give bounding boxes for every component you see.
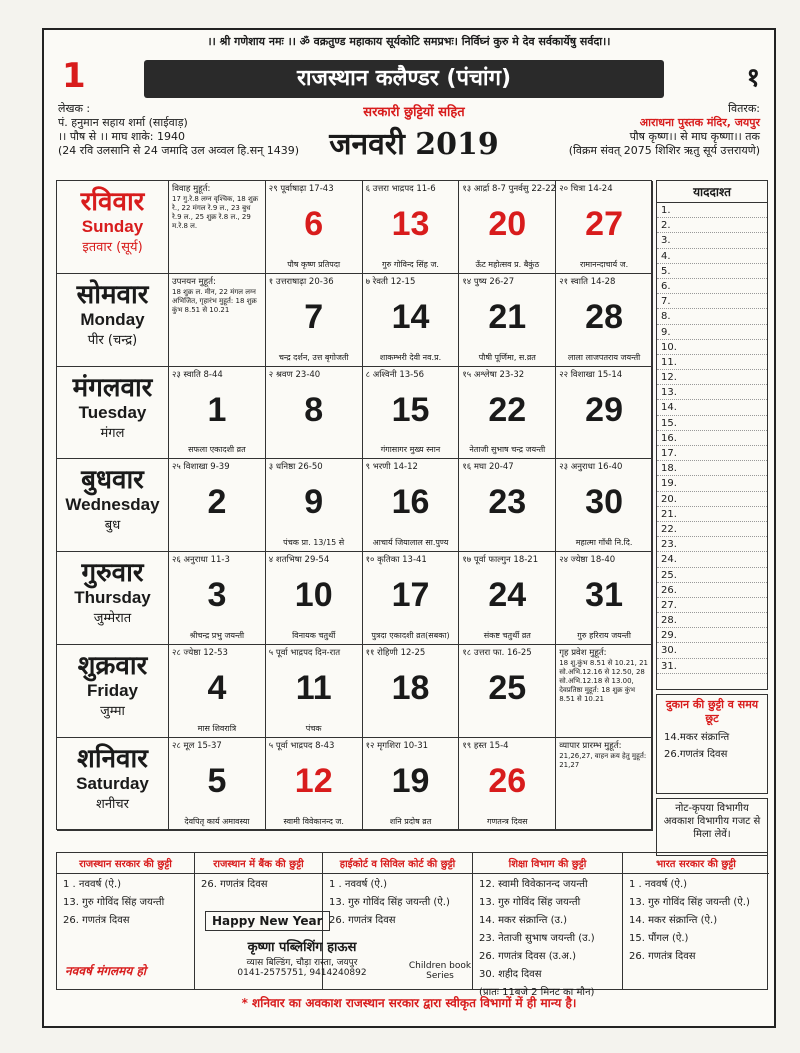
day-name-english: Friday — [86, 681, 139, 700]
day-name-hindi: बुधवार — [81, 465, 144, 496]
memo-line[interactable]: 24. — [657, 552, 767, 567]
tithi-text: ७ रेवती 12-15 — [365, 276, 416, 287]
page-number-right: १ — [746, 63, 760, 93]
festival-note: देवपितृ कार्य अमावस्या — [184, 816, 250, 826]
festival-note: श्रीचन्द्र प्रभु जयन्ती — [189, 630, 245, 640]
tithi-text: उपनयन मुहूर्त: — [172, 276, 216, 287]
tithi-text: ५ पूर्वा भाद्रपद 8-43 — [268, 740, 335, 751]
festival-note: शाकम्भरी देवी नव.प्र. — [379, 352, 442, 362]
date-number: 10 — [294, 576, 333, 615]
date-number: 4 — [207, 669, 227, 707]
calendar-row — [57, 274, 653, 367]
muhurat-text: 21,26,27, वाहन क्रय हेतु मुहूर्त: 21,27 — [559, 751, 647, 769]
holiday-item: 12. स्वामी विवेकानन्द जयन्ती — [479, 879, 588, 890]
happy-new-year-badge: Happy New Year — [205, 911, 330, 931]
month-block — [314, 102, 514, 163]
date-number: 20 — [488, 205, 527, 243]
day-name-english: Sunday — [81, 217, 144, 236]
holiday-item: 26. गणतंत्र दिवस — [63, 915, 130, 926]
month-title: जनवरी 2019 — [329, 127, 499, 162]
memo-column — [656, 180, 768, 690]
holiday-lists — [56, 852, 768, 998]
tithi-text: १६ मघा 20-47 — [462, 462, 514, 473]
date-number: 19 — [391, 761, 430, 800]
calendar-row — [57, 367, 653, 460]
festival-note: गुरु गोविन्द सिंह ज. — [382, 259, 439, 269]
shop-holiday-item: 26.गणतंत्र दिवस — [664, 749, 728, 760]
date-number: 26 — [488, 761, 527, 800]
holiday-item: 15. पौंगल (ऐ.) — [629, 933, 689, 944]
day-name-cell — [57, 738, 169, 830]
date-cell[interactable] — [363, 738, 460, 830]
memo-line[interactable]: 8. — [657, 309, 767, 324]
holiday-item: 23. नेताजी सुभाष जयन्ती (उ.) — [479, 933, 595, 944]
tithi-text: १३ आर्द्रा 8-7 पुनर्वसु 22-22 — [462, 184, 557, 194]
date-number: 6 — [304, 205, 324, 243]
distributor-block — [569, 102, 760, 158]
day-name-english: Tuesday — [78, 402, 147, 422]
tithi-text: २२ विशाखा 15-14 — [559, 369, 623, 380]
tithi-text: ११ रोहिणी 12-25 — [365, 648, 426, 658]
paksha-info: पौष कृष्ण।। से माघ कृष्णा।। तक — [629, 130, 760, 143]
holiday-item: 26. गणतंत्र दिवस (उ.अ.) — [479, 951, 577, 962]
holiday-item: 14. मकर संक्रान्ति (ऐ.) — [629, 915, 718, 926]
date-number: 15 — [391, 390, 430, 429]
date-cell[interactable] — [169, 738, 266, 830]
date-number: 11 — [295, 669, 332, 707]
festival-note: नेताजी सुभाष चन्द्र जयन्ती — [469, 445, 546, 455]
date-cell[interactable] — [266, 738, 363, 830]
festival-note: पौषी पूर्णिमा, स.व्रत — [478, 352, 536, 362]
tithi-text: १७ पूर्वा फाल्गुन 18-21 — [462, 555, 539, 566]
date-number: 30 — [585, 483, 623, 522]
holiday-column-title: शिक्षा विभाग की छुट्टी — [473, 853, 622, 874]
date-number: 28 — [585, 297, 623, 336]
memo-line[interactable]: 7. — [657, 294, 767, 309]
memo-line[interactable]: 11. — [657, 355, 767, 370]
memo-line[interactable]: 23. — [657, 537, 767, 552]
memo-line[interactable]: 22. — [657, 522, 767, 537]
calendar-row — [57, 552, 653, 645]
holiday-item: 1 . नववर्ष (ऐ.) — [63, 879, 122, 890]
tithi-text: २८ ज्येष्ठा 12-53 — [172, 648, 228, 658]
festival-note: पंचक — [305, 723, 322, 733]
memo-line[interactable]: 9. — [657, 325, 767, 340]
date-cell[interactable] — [556, 274, 653, 366]
holiday-item: 14. मकर संक्रान्ति (उ.) — [479, 915, 568, 926]
tithi-text: २६ अनुराधा 11-3 — [172, 555, 230, 566]
calendar-row — [57, 738, 653, 831]
date-number: 3 — [207, 576, 227, 615]
tithi-text: २९ पूर्वाषाढ़ा 17-43 — [268, 184, 334, 194]
festival-note: पौष कृष्ण प्रतिपदा — [287, 259, 341, 269]
date-cell[interactable] — [556, 367, 653, 459]
date-number: 2 — [207, 483, 227, 522]
day-name-hindi: शनिवार — [77, 743, 148, 774]
date-number: 29 — [585, 390, 623, 429]
greeting-text: नववर्ष मंगलमय हो — [65, 964, 146, 978]
tithi-text: ९ भरणी 14-12 — [365, 462, 418, 473]
tithi-text: १९ हस्त 15-4 — [462, 740, 509, 751]
memo-line[interactable]: 25. — [657, 568, 767, 583]
tithi-text: ८ अश्विनी 13-56 — [365, 369, 425, 380]
tithi-text: १५ अश्लेषा 23-32 — [462, 369, 525, 380]
date-cell[interactable] — [459, 367, 556, 459]
distributor-name: आराधना पुस्तक मंदिर, जयपुर — [639, 116, 760, 129]
holiday-column-title: राजस्थान में बैंक की छुट्टी — [195, 853, 322, 874]
calendar-page — [42, 28, 776, 1028]
shop-holiday-item: 14.मकर संक्रान्ति — [664, 732, 730, 743]
date-cell[interactable] — [556, 738, 653, 830]
day-name-alt: इतवार (सूर्य) — [82, 240, 143, 255]
date-cell[interactable] — [266, 367, 363, 459]
festival-note: शनि प्रदोष व्रत — [389, 816, 432, 826]
date-number: 21 — [488, 297, 527, 336]
date-cell[interactable] — [363, 367, 460, 459]
date-cell[interactable] — [459, 181, 556, 273]
festival-note: गंगासागर मुख्य स्नान — [380, 445, 441, 455]
shop-holiday-box — [656, 694, 768, 794]
date-cell[interactable] — [556, 181, 653, 273]
author-label: लेखक : — [58, 102, 91, 115]
memo-line[interactable]: 30. — [657, 643, 767, 658]
date-number: 22 — [488, 390, 527, 429]
date-cell[interactable] — [459, 552, 556, 644]
festival-note: गुरु हरिराय जयन्ती — [577, 630, 631, 640]
calendar-row — [57, 645, 653, 738]
date-cell[interactable] — [266, 274, 363, 366]
date-number: 9 — [304, 483, 324, 522]
date-cell[interactable] — [169, 459, 266, 551]
day-name-english: Thursday — [74, 588, 151, 608]
date-cell[interactable] — [459, 645, 556, 737]
holiday-column-title: हाईकोर्ट व सिविल कोर्ट की छुट्टी — [323, 853, 472, 874]
author-block — [58, 102, 299, 158]
series-label: Children book Series — [408, 961, 472, 981]
tithi-text: १२ मृगशिरा 10-31 — [365, 740, 429, 751]
day-name-cell — [57, 181, 169, 273]
memo-line[interactable]: 10. — [657, 340, 767, 355]
memo-line[interactable]: 19. — [657, 476, 767, 491]
date-cell[interactable] — [363, 552, 460, 644]
festival-note: गणतन्त्र दिवस — [486, 816, 528, 826]
day-name-alt: शनीचर — [96, 796, 129, 812]
date-cell[interactable] — [169, 274, 266, 366]
date-cell[interactable] — [363, 459, 460, 551]
tithi-text: १८ उत्तरा फा. 16-25 — [462, 648, 532, 658]
festival-note: संकष्ट चतुर्थी व्रत — [483, 630, 531, 640]
holiday-item: 13. गुरु गोविंद सिंह जयन्ती (ऐ.) — [329, 897, 450, 908]
day-name-cell — [57, 459, 169, 551]
tithi-text: २४ ज्येष्ठा 18-40 — [559, 555, 616, 566]
holiday-item: (प्रातः 11बजे 2 मिनट का मौन) — [479, 987, 595, 998]
date-cell[interactable] — [363, 274, 460, 366]
date-number: 1 — [207, 390, 227, 429]
date-number: 7 — [304, 297, 324, 336]
tithi-text: गृह प्रवेश मुहूर्त: — [559, 648, 607, 658]
tithi-text: विवाह मुहूर्त: — [172, 184, 211, 194]
date-cell[interactable] — [266, 645, 363, 737]
day-name-cell — [57, 274, 169, 366]
tithi-text: ६ उत्तरा भाद्रपद 11-6 — [365, 184, 436, 194]
date-number: 8 — [304, 390, 324, 429]
calendar-row — [57, 181, 653, 274]
calendar-title: राजस्थान कलैण्डर (पंचांग) — [144, 60, 664, 98]
day-name-hindi: रविवार — [80, 187, 145, 217]
tithi-text: ३ धनिष्ठा 26-50 — [268, 462, 323, 473]
memo-line[interactable]: 14. — [657, 400, 767, 415]
date-number: 12 — [294, 761, 333, 800]
day-name-cell — [57, 645, 169, 737]
memo-line[interactable]: 26. — [657, 583, 767, 598]
day-name-alt: मंगल — [100, 425, 125, 441]
holiday-item: 26. गणतंत्र दिवस — [329, 915, 396, 926]
date-number: 31 — [585, 576, 623, 615]
memo-line[interactable]: 31. — [657, 659, 767, 674]
day-name-cell — [57, 367, 169, 459]
holiday-item: 1 . नववर्ष (ऐ.) — [629, 879, 688, 890]
tithi-text: २१ स्वाति 14-28 — [559, 276, 616, 287]
memo-line[interactable]: 3. — [657, 233, 767, 248]
publisher-address: व्यास बिल्डिंग, चौड़ा रास्ता, जयपुर — [246, 958, 358, 968]
date-cell[interactable] — [556, 645, 653, 737]
holiday-item: 1 . नववर्ष (ऐ.) — [329, 879, 388, 890]
memo-line[interactable]: 5. — [657, 264, 767, 279]
day-name-english: Saturday — [76, 773, 149, 793]
date-cell[interactable] — [459, 459, 556, 551]
holiday-item: 26. गणतंत्र दिवस — [201, 879, 268, 890]
date-cell[interactable] — [266, 459, 363, 551]
tithi-text: २५ विशाखा 9-39 — [172, 462, 230, 473]
invocation-text: ।। श्री गणेशाय नमः ।। ॐ वक्रतुण्ड महाकाय सूर्यकोटि समप्रभः। निर्विघ्नं कुरु मे देव सर्वकार्येषु सर्वदा।। — [207, 35, 611, 48]
memo-line[interactable]: 18. — [657, 461, 767, 476]
tithi-text: २३ अनुराधा 16-40 — [559, 462, 623, 473]
date-number: 18 — [391, 669, 430, 707]
memo-line[interactable]: 2. — [657, 218, 767, 233]
day-name-alt: पीर (चन्द्र) — [87, 332, 138, 348]
festival-note: लाला लाजपतराय जयन्ती — [567, 352, 641, 362]
memo-line[interactable]: 12. — [657, 370, 767, 385]
day-name-alt: जुम्मा — [100, 704, 125, 719]
muhurat-text: 18 शु.कुंभ 8.51 से 10.21, 21 सो.अभि.12.16 से 12.50, 28 सो.अभि.12.18 से 13.00, देवप्रतिष्ठा मुहूर्त: 18 शुक्र कुंभ 8.51 से 10.21 — [559, 659, 648, 703]
date-cell[interactable] — [363, 645, 460, 737]
tithi-text: १४ पुष्य 26-27 — [462, 276, 515, 287]
calendar-grid — [56, 180, 652, 830]
date-number: 5 — [207, 761, 227, 800]
date-cell[interactable] — [169, 181, 266, 273]
date-number: 24 — [488, 576, 527, 615]
distributor-label: वितरक: — [728, 102, 760, 115]
memo-line[interactable]: 29. — [657, 628, 767, 643]
holiday-item: 30. शहीद दिवस — [479, 969, 542, 980]
date-cell[interactable] — [169, 367, 266, 459]
day-name-cell — [57, 552, 169, 644]
tithi-text: २० चित्रा 14-24 — [559, 184, 613, 194]
memo-line[interactable]: 20. — [657, 492, 767, 507]
footer-note: * शनिवार का अवकाश राजस्थान सरकार द्वारा स्वीकृत विभागों में ही मान्य है। — [241, 996, 577, 1010]
muhurat-text: 17 गु.रे.8 लग्न वृश्चिक, 18 शुक्र रे., 22 मंगल रे.9 ल., 23 बुध रे.9 ल., 25 शुक्र रे.8 ल., 29 म.रे.8 ल. — [172, 195, 259, 230]
date-cell[interactable] — [169, 552, 266, 644]
date-number: 25 — [488, 669, 527, 707]
festival-note: पुत्रदा एकादशी व्रत(सबका) — [371, 630, 450, 640]
date-number: 16 — [391, 483, 430, 522]
samvat-info: (विक्रम संवत् 2075 शिशिर ऋतु सूर्य उत्तरायणे) — [568, 144, 760, 157]
holiday-column — [623, 853, 769, 989]
memo-line[interactable]: 28. — [657, 613, 767, 628]
publisher-block — [207, 937, 397, 978]
memo-line[interactable]: 16. — [657, 431, 767, 446]
memo-line[interactable]: 1. — [657, 203, 767, 218]
publisher-phone: 0141-2575751, 9414240892 — [237, 968, 367, 978]
holiday-column — [473, 853, 623, 998]
date-number: 23 — [488, 483, 527, 522]
tithi-text: ४ शतभिषा 29-54 — [268, 555, 330, 566]
festival-note: सफला एकादशी व्रत — [188, 445, 246, 455]
holiday-column-title: राजस्थान सरकार की छुट्टी — [57, 853, 194, 874]
festival-note: महात्मा गाँधी नि.दि. — [575, 538, 633, 548]
era-info: (24 रवि उलसानि से 24 जमादि उल अव्वल हि.सन् 1439) — [58, 144, 300, 157]
tithi-text: २३ स्वाति 8-44 — [172, 369, 223, 380]
date-number: 14 — [391, 297, 430, 336]
publisher-name: कृष्णा पब्लिशिंग हाऊस — [247, 940, 357, 955]
festival-note: मास शिवरात्रि — [197, 723, 237, 733]
day-name-hindi: सोमवार — [76, 279, 149, 310]
festival-note: आचार्य जियालाल सा.पुण्य — [372, 538, 449, 548]
year-info: ।। पौष से ।। माघ शाके: 1940 — [58, 130, 185, 143]
festival-note: पंचक प्रा. 13/15 से — [283, 538, 345, 548]
holiday-item: 26. गणतंत्र दिवस — [629, 951, 696, 962]
date-number: 27 — [585, 205, 623, 243]
memo-line[interactable]: 21. — [657, 507, 767, 522]
day-name-hindi: गुरुवार — [81, 558, 144, 589]
date-cell[interactable] — [459, 274, 556, 366]
festival-note: रामानन्दाचार्य ज. — [579, 259, 629, 269]
tithi-text: २८ मूल 15-37 — [172, 740, 222, 751]
memo-line[interactable]: 15. — [657, 416, 767, 431]
memo-line[interactable]: 4. — [657, 249, 767, 264]
date-cell[interactable] — [363, 181, 460, 273]
tithi-text: २ श्रवण 23-40 — [268, 369, 321, 380]
holiday-item: 13. गुरु गोविंद सिंह जयन्ती — [63, 897, 165, 908]
date-cell[interactable] — [459, 738, 556, 830]
note-box: नोट-कृपया विभागीय अवकाश विभागीय गजट से मिला लेवें। — [656, 798, 768, 856]
festival-note: विनायक चतुर्थी — [292, 630, 336, 640]
festival-note: ऊँट महोत्सव प्र. बैकुंठ — [475, 259, 540, 269]
tithi-text: व्यापार प्रारम्भ मुहूर्त: — [559, 740, 622, 751]
date-number: 17 — [391, 576, 430, 615]
date-cell[interactable] — [556, 459, 653, 551]
holiday-item: 13. गुरु गोविंद सिंह जयन्ती — [479, 897, 581, 908]
day-name-hindi: शुक्रवार — [77, 651, 148, 681]
day-name-alt: जुम्मेरात — [93, 611, 132, 627]
day-name-hindi: मंगलवार — [72, 372, 153, 403]
memo-line[interactable]: 17. — [657, 446, 767, 461]
tithi-text: १० कृतिका 13-41 — [365, 555, 427, 566]
memo-line[interactable]: 13. — [657, 385, 767, 400]
shop-holiday-title: दुकान की छुट्टी व समय छूट — [665, 698, 759, 725]
memo-line[interactable]: 27. — [657, 598, 767, 613]
page-number-left: 1 — [62, 56, 86, 96]
day-name-english: Monday — [80, 309, 145, 329]
date-cell[interactable] — [556, 552, 653, 644]
holiday-item: 13. गुरु गोविंद सिंह जयन्ती (ऐ.) — [629, 897, 750, 908]
holiday-column-title: भारत सरकार की छुट्टी — [623, 853, 769, 874]
memo-line[interactable]: 6. — [657, 279, 767, 294]
muhurat-text: 18 शुक्र ल. मीन, 22 मंगल लग्न अभिजित, गृहारंभ मुहूर्त: 18 शुक्र कुंभ 8.51 से 10.21 — [172, 287, 257, 314]
tithi-text: १ उत्तराषाढ़ा 20-36 — [268, 276, 334, 287]
festival-note: स्वामी विवेकानन्द ज. — [283, 816, 344, 826]
date-cell[interactable] — [266, 552, 363, 644]
tithi-text: ५ पूर्वा भाद्रपद दिन-रात — [268, 648, 341, 658]
calendar-row — [57, 459, 653, 552]
memo-title: याददाश्त — [657, 181, 767, 203]
date-cell[interactable] — [169, 645, 266, 737]
author-name: पं. हनुमान सहाय शर्मा (साईवाड़) — [58, 116, 188, 129]
festival-note: चन्द्र दर्शन, उत्त बृगोजती — [278, 352, 349, 362]
date-number: 13 — [391, 205, 430, 243]
day-name-alt: बुध — [104, 518, 121, 534]
day-name-english: Wednesday — [65, 495, 160, 515]
date-cell[interactable] — [266, 181, 363, 273]
subtitle: सरकारी छुट्टियों सहित — [363, 105, 465, 120]
